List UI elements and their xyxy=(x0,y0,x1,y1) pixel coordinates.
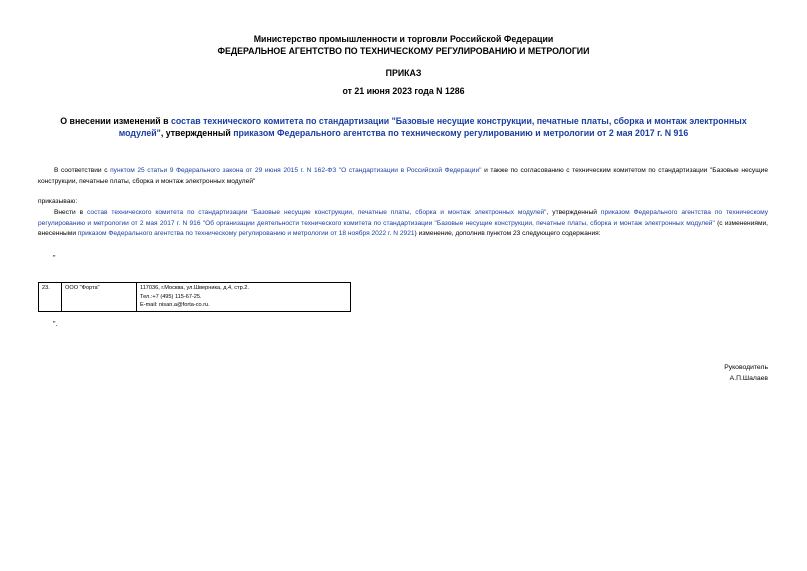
p3-text-b: , утвержденный xyxy=(546,209,601,216)
paragraph-basis xyxy=(38,166,768,187)
p3-link-order-2921[interactable]: приказом Федерального агентства по техническому регулированию и метрологии от 18 ноября 2022 г. N 2921 xyxy=(77,230,415,237)
ministry-name: Министерство промышленности и торговли Российской Федерации xyxy=(253,34,554,44)
signature-role: Руководитель xyxy=(724,364,768,371)
contact-phone: Тел.:+7 (495) 115-67-25. xyxy=(140,293,202,300)
p3-text-d: ) изменение, дополнив пунктом 23 следующего содержания: xyxy=(414,230,601,237)
p3-text-a: Внести в xyxy=(54,209,88,216)
document-type: ПРИКАЗ xyxy=(385,68,422,78)
quote-open-mark: " xyxy=(53,255,56,262)
contact-email: E-mail: nisan.a@forta-co.ru. xyxy=(140,302,210,308)
paragraph-order-word: приказываю: xyxy=(38,198,78,205)
row-number: 23. xyxy=(39,283,62,312)
organization-name: ООО "Форта" xyxy=(62,283,137,312)
title-text-2: , утвержденный xyxy=(160,128,234,138)
p1-text-a: В соответствии с xyxy=(54,167,111,174)
quote-close-mark: ". xyxy=(53,321,58,328)
table-row xyxy=(39,283,351,312)
p3-link-order-916[interactable]: приказом Федерального агентства по техническому регулированию и метрологии от 2 мая 2017 г. N 916 "Об организации деятельности технического комитета по стандартизации "Базовые несущие конструкции, печатные платы, сборка и монтаж электронных модулей" xyxy=(38,209,769,227)
contact-address: 117036, г.Москва, ул.Шверника, д.4, стр.2. xyxy=(140,285,249,291)
document-title xyxy=(48,115,759,139)
agency-name: ФЕДЕРАЛЬНОЕ АГЕНТСТВО ПО ТЕХНИЧЕСКОМУ РЕГУЛИРОВАНИЮ И МЕТРОЛОГИИ xyxy=(217,46,590,56)
insert-table xyxy=(38,282,351,312)
p3-link-committee[interactable]: состав технического комитета по стандартизации "Базовые несущие конструкции, печатные платы, сборка и монтаж электронных модулей" xyxy=(87,209,547,216)
p3-text-c: (с изменениями, внесенными xyxy=(38,219,768,237)
signature-name: А.П.Шалаев xyxy=(729,375,768,382)
document-date-number: от 21 июня 2023 года N 1286 xyxy=(342,86,465,96)
title-link-order[interactable]: приказом Федерального агентства по техническому регулированию и метрологии от 2 мая 2017 г. N 916 xyxy=(233,128,689,138)
paragraph-amendment xyxy=(38,208,768,240)
p1-text-b: и также по согласованию с техническим комитетом по стандартизации "Базовые несущие конструкции, печатные платы, сборка и монтаж электронных модулей" xyxy=(38,167,768,185)
contact-cell xyxy=(137,283,351,312)
p1-link-law[interactable]: пунктом 25 статьи 9 Федерального закона от 29 июня 2015 г. N 162-ФЗ "О стандартизации в Российской Федерации" xyxy=(110,167,482,174)
title-text-1: О внесении изменений в xyxy=(60,116,171,126)
title-link-committee[interactable]: состав технического комитета по стандартизации "Базовые несущие конструкции, печатные платы, сборка и монтаж электронных модулей" xyxy=(118,116,747,138)
